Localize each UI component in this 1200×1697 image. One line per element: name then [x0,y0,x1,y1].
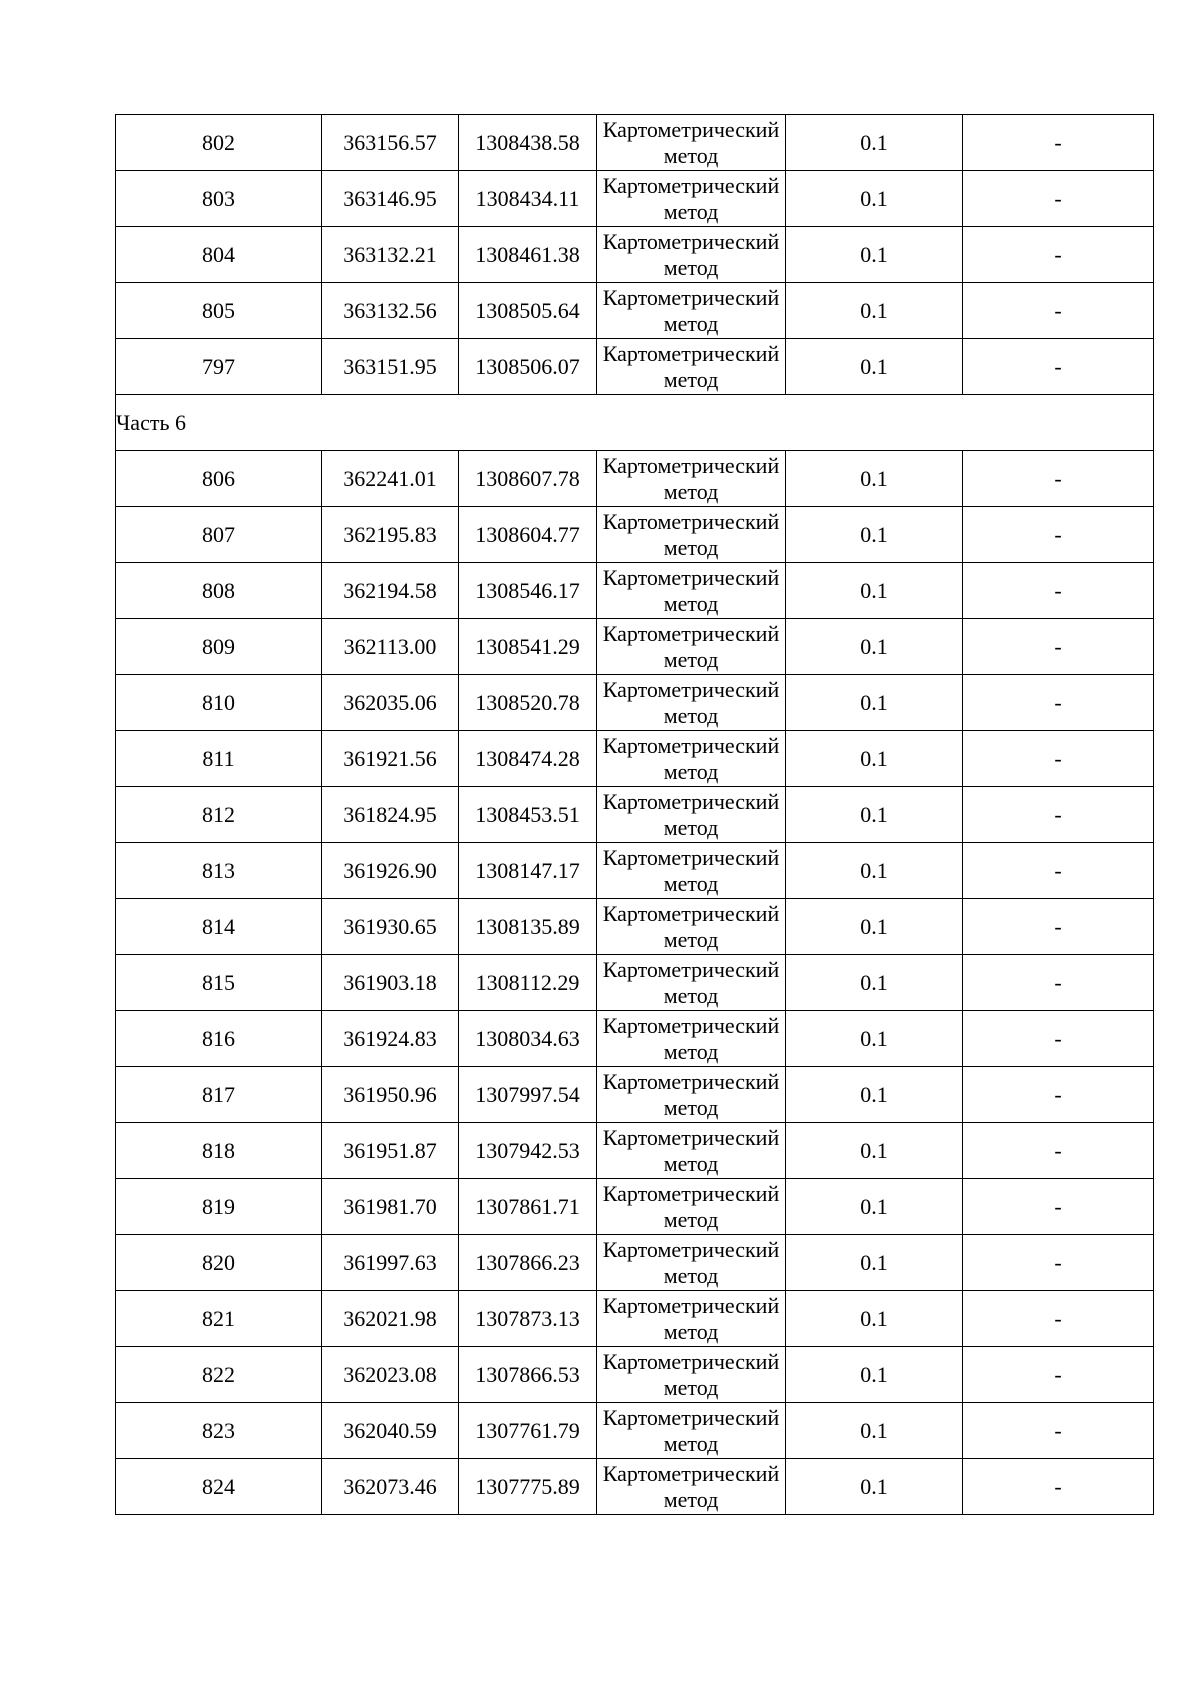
accuracy-cell: 0.1 [786,843,963,899]
x-coordinate-cell: 361926.90 [322,843,459,899]
table-row [116,1011,1154,1067]
method-cell: Картометрический метод [597,1067,786,1123]
point-number-cell: 817 [116,1067,322,1123]
table-row [116,1403,1154,1459]
method-cell: Картометрический метод [597,451,786,507]
note-cell: - [963,115,1154,171]
y-coordinate-cell: 1308607.78 [459,451,597,507]
point-number-cell: 821 [116,1291,322,1347]
x-coordinate-cell: 361824.95 [322,787,459,843]
y-coordinate-cell: 1307775.89 [459,1459,597,1515]
note-cell: - [963,507,1154,563]
accuracy-cell: 0.1 [786,899,963,955]
accuracy-cell: 0.1 [786,1403,963,1459]
method-cell: Картометрический метод [597,1403,786,1459]
note-cell: - [963,171,1154,227]
note-cell: - [963,1403,1154,1459]
note-cell: - [963,1459,1154,1515]
table-row [116,843,1154,899]
y-coordinate-cell: 1307997.54 [459,1067,597,1123]
table-row [116,451,1154,507]
section-row [116,395,1154,451]
method-cell: Картометрический метод [597,675,786,731]
point-number-cell: 824 [116,1459,322,1515]
note-cell: - [963,451,1154,507]
y-coordinate-cell: 1307873.13 [459,1291,597,1347]
x-coordinate-cell: 361921.56 [322,731,459,787]
table-row [116,787,1154,843]
y-coordinate-cell: 1307942.53 [459,1123,597,1179]
point-number-cell: 819 [116,1179,322,1235]
table-row [116,1123,1154,1179]
point-number-cell: 802 [116,115,322,171]
point-number-cell: 815 [116,955,322,1011]
point-number-cell: 807 [116,507,322,563]
point-number-cell: 812 [116,787,322,843]
point-number-cell: 797 [116,339,322,395]
x-coordinate-cell: 363151.95 [322,339,459,395]
y-coordinate-cell: 1308112.29 [459,955,597,1011]
y-coordinate-cell: 1308604.77 [459,507,597,563]
point-number-cell: 822 [116,1347,322,1403]
point-number-cell: 814 [116,899,322,955]
table-row [116,563,1154,619]
table-row [116,507,1154,563]
x-coordinate-cell: 361930.65 [322,899,459,955]
method-cell: Картометрический метод [597,1011,786,1067]
table-row [116,955,1154,1011]
accuracy-cell: 0.1 [786,115,963,171]
accuracy-cell: 0.1 [786,1123,963,1179]
y-coordinate-cell: 1308453.51 [459,787,597,843]
x-coordinate-cell: 363156.57 [322,115,459,171]
accuracy-cell: 0.1 [786,1179,963,1235]
point-number-cell: 818 [116,1123,322,1179]
note-cell: - [963,1123,1154,1179]
table-row [116,171,1154,227]
x-coordinate-cell: 362021.98 [322,1291,459,1347]
point-number-cell: 816 [116,1011,322,1067]
method-cell: Картометрический метод [597,619,786,675]
x-coordinate-cell: 362194.58 [322,563,459,619]
method-cell: Картометрический метод [597,1123,786,1179]
y-coordinate-cell: 1307866.23 [459,1235,597,1291]
x-coordinate-cell: 363132.56 [322,283,459,339]
y-coordinate-cell: 1308506.07 [459,339,597,395]
x-coordinate-cell: 362040.59 [322,1403,459,1459]
table-row [116,675,1154,731]
method-cell: Картометрический метод [597,1347,786,1403]
note-cell: - [963,1235,1154,1291]
y-coordinate-cell: 1308474.28 [459,731,597,787]
method-cell: Картометрический метод [597,843,786,899]
note-cell: - [963,899,1154,955]
table-row [116,1179,1154,1235]
y-coordinate-cell: 1308034.63 [459,1011,597,1067]
coordinates-table [115,114,1154,1515]
accuracy-cell: 0.1 [786,1067,963,1123]
x-coordinate-cell: 361981.70 [322,1179,459,1235]
accuracy-cell: 0.1 [786,619,963,675]
accuracy-cell: 0.1 [786,339,963,395]
x-coordinate-cell: 363146.95 [322,171,459,227]
point-number-cell: 823 [116,1403,322,1459]
x-coordinate-cell: 361997.63 [322,1235,459,1291]
point-number-cell: 809 [116,619,322,675]
note-cell: - [963,1011,1154,1067]
x-coordinate-cell: 362113.00 [322,619,459,675]
x-coordinate-cell: 362195.83 [322,507,459,563]
x-coordinate-cell: 362073.46 [322,1459,459,1515]
note-cell: - [963,731,1154,787]
accuracy-cell: 0.1 [786,507,963,563]
point-number-cell: 803 [116,171,322,227]
accuracy-cell: 0.1 [786,1235,963,1291]
note-cell: - [963,675,1154,731]
accuracy-cell: 0.1 [786,731,963,787]
accuracy-cell: 0.1 [786,283,963,339]
accuracy-cell: 0.1 [786,675,963,731]
method-cell: Картометрический метод [597,899,786,955]
accuracy-cell: 0.1 [786,1459,963,1515]
table-row [116,115,1154,171]
table-row [116,1067,1154,1123]
table-row [116,339,1154,395]
point-number-cell: 805 [116,283,322,339]
table-body [116,115,1154,1515]
x-coordinate-cell: 362035.06 [322,675,459,731]
method-cell: Картометрический метод [597,227,786,283]
table-row [116,619,1154,675]
method-cell: Картометрический метод [597,171,786,227]
method-cell: Картометрический метод [597,115,786,171]
table-row [116,731,1154,787]
method-cell: Картометрический метод [597,787,786,843]
y-coordinate-cell: 1308147.17 [459,843,597,899]
method-cell: Картометрический метод [597,955,786,1011]
y-coordinate-cell: 1308434.11 [459,171,597,227]
accuracy-cell: 0.1 [786,563,963,619]
table-row [116,1235,1154,1291]
method-cell: Картометрический метод [597,1235,786,1291]
note-cell: - [963,787,1154,843]
accuracy-cell: 0.1 [786,955,963,1011]
x-coordinate-cell: 363132.21 [322,227,459,283]
section-label: Часть 6 [116,395,1154,451]
table-row [116,227,1154,283]
y-coordinate-cell: 1308541.29 [459,619,597,675]
y-coordinate-cell: 1308505.64 [459,283,597,339]
y-coordinate-cell: 1307861.71 [459,1179,597,1235]
note-cell: - [963,227,1154,283]
x-coordinate-cell: 361903.18 [322,955,459,1011]
table-row [116,1291,1154,1347]
method-cell: Картометрический метод [597,1459,786,1515]
y-coordinate-cell: 1307866.53 [459,1347,597,1403]
accuracy-cell: 0.1 [786,451,963,507]
table-row [116,899,1154,955]
note-cell: - [963,1067,1154,1123]
note-cell: - [963,955,1154,1011]
accuracy-cell: 0.1 [786,227,963,283]
point-number-cell: 808 [116,563,322,619]
y-coordinate-cell: 1308135.89 [459,899,597,955]
table-row [116,1459,1154,1515]
method-cell: Картометрический метод [597,283,786,339]
point-number-cell: 813 [116,843,322,899]
note-cell: - [963,1291,1154,1347]
note-cell: - [963,339,1154,395]
y-coordinate-cell: 1308438.58 [459,115,597,171]
note-cell: - [963,1347,1154,1403]
point-number-cell: 810 [116,675,322,731]
x-coordinate-cell: 361950.96 [322,1067,459,1123]
point-number-cell: 804 [116,227,322,283]
x-coordinate-cell: 361924.83 [322,1011,459,1067]
accuracy-cell: 0.1 [786,171,963,227]
y-coordinate-cell: 1308520.78 [459,675,597,731]
method-cell: Картометрический метод [597,1179,786,1235]
note-cell: - [963,1179,1154,1235]
note-cell: - [963,843,1154,899]
x-coordinate-cell: 362241.01 [322,451,459,507]
accuracy-cell: 0.1 [786,1291,963,1347]
point-number-cell: 806 [116,451,322,507]
note-cell: - [963,619,1154,675]
x-coordinate-cell: 361951.87 [322,1123,459,1179]
y-coordinate-cell: 1308461.38 [459,227,597,283]
y-coordinate-cell: 1308546.17 [459,563,597,619]
point-number-cell: 820 [116,1235,322,1291]
accuracy-cell: 0.1 [786,1347,963,1403]
method-cell: Картометрический метод [597,1291,786,1347]
accuracy-cell: 0.1 [786,1011,963,1067]
table-row [116,283,1154,339]
method-cell: Картометрический метод [597,731,786,787]
y-coordinate-cell: 1307761.79 [459,1403,597,1459]
note-cell: - [963,283,1154,339]
accuracy-cell: 0.1 [786,787,963,843]
point-number-cell: 811 [116,731,322,787]
method-cell: Картометрический метод [597,507,786,563]
method-cell: Картометрический метод [597,339,786,395]
method-cell: Картометрический метод [597,563,786,619]
x-coordinate-cell: 362023.08 [322,1347,459,1403]
note-cell: - [963,563,1154,619]
table-row [116,1347,1154,1403]
